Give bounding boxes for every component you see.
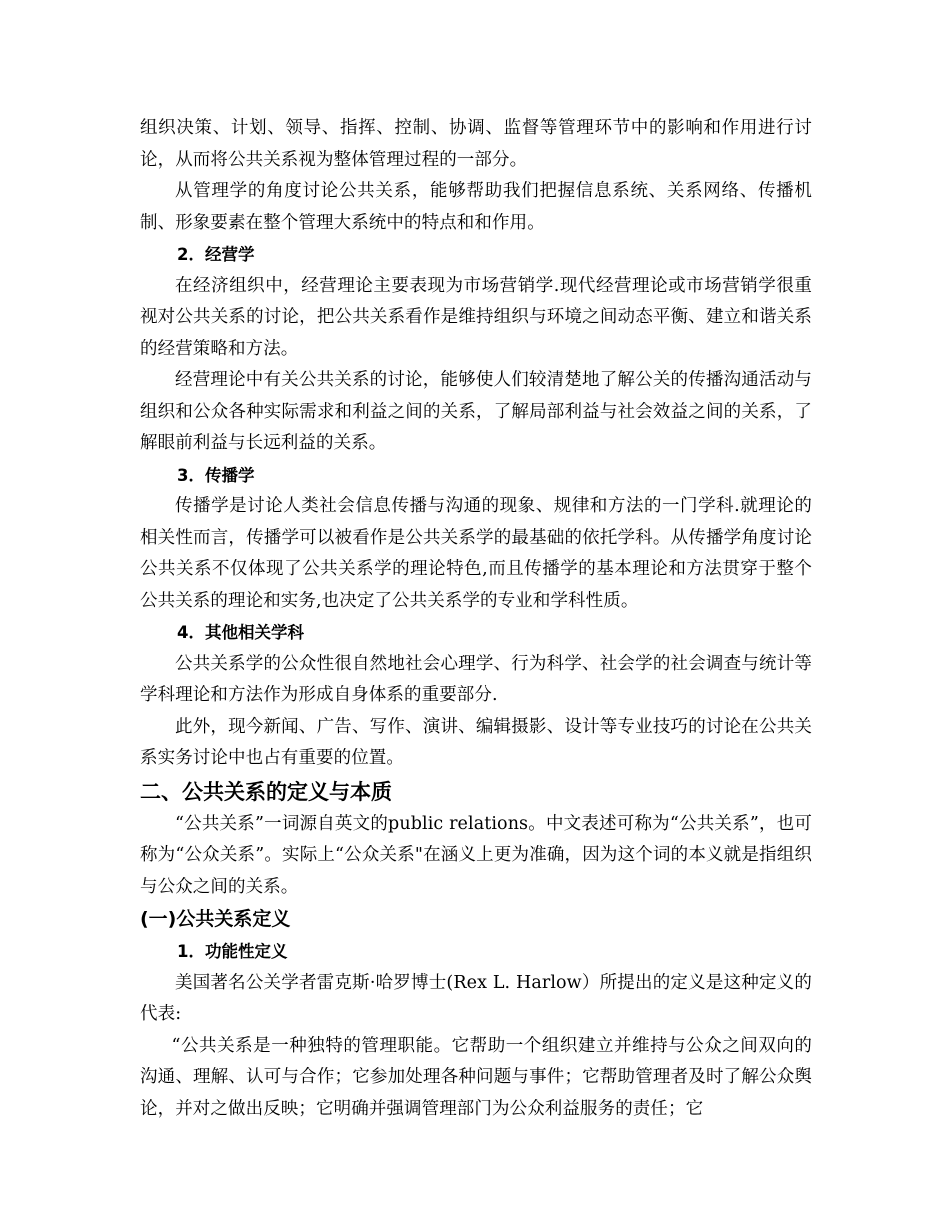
paragraph-other-disciplines: 公共关系学的公众性很自然地社会心理学、行为科学、社会学的社会调查与统计等学科理论和方法作为形成自身体系的重要部分.	[140, 653, 812, 705]
paragraph-communication: 传播学是讨论人类社会信息传播与沟通的现象、规律和方法的一门学科.就理论的相关性而言，传播学可以被看作是公共关系学的最基础的依托学科。从传播学角度讨论公共关系不仅体现了公共关系学的理论特色,而且传播学的基本理论和方法贯穿于整个公共关系的理论和实务,也决定了公共关系学的专业和学科性质。	[140, 496, 812, 611]
section-heading-definition: 二、公共关系的定义与本质	[140, 779, 392, 804]
paragraph-harlow-quote: “公共关系是一种独特的管理职能。它帮助一个组织建立并维持与公众之间双向的沟通、理解、认可与合作；它参加处理各种问题与事件；它帮助管理者及时了解公众舆论，并对之做出反映；它明确并强调管理部门为公众利益服务的责任；它	[140, 1035, 812, 1119]
section-subheading-definition: (一)公共关系定义	[140, 908, 291, 930]
paragraph-management-continued: 组织决策、计划、领导、指挥、控制、协调、监督等管理环节中的影响和作用进行讨论，从而将公共关系视为整体管理过程的一部分。	[140, 118, 812, 170]
paragraph-public-relations-term: “公共关系”一词源自英文的public relations。中文表述可称为“公共关系”，也可称为“公众关系”。实际上“公众关系"在涵义上更为准确，因为这个词的本义就是指组织与公众之间的关系。	[140, 813, 812, 897]
paragraph-harlow-intro: 美国著名公关学者雷克斯·哈罗博士(Rex L. Harlow）所提出的定义是这种定义的代表:	[140, 972, 812, 1024]
paragraph-professional-skills: 此外，现今新闻、广告、写作、演讲、编辑摄影、设计等专业技巧的讨论在公共关系实务讨论中也占有重要的位置。	[140, 716, 812, 768]
paragraph-management-perspective: 从管理学的角度讨论公共关系，能够帮助我们把握信息系统、关系网络、传播机制、形象要素在整个管理大系统中的特点和和作用。	[140, 181, 812, 233]
subheading-business: 2．经营学	[177, 245, 255, 264]
subheading-communication: 3．传播学	[177, 465, 255, 485]
subheading-other-disciplines: 4．其他相关学科	[177, 623, 304, 642]
subheading-functional-definition: 1．功能性定义	[177, 942, 288, 961]
document-page	[140, 113, 812, 1125]
paragraph-business-theory: 在经济组织中，经营理论主要表现为市场营销学.现代经营理论或市场营销学很重视对公共关系的讨论，把公共关系看作是维持组织与环境之间动态平衡、建立和谐关系的经营策略和方法。	[140, 275, 812, 359]
paragraph-business-relations: 经营理论中有关公共关系的讨论，能够使人们较清楚地了解公关的传播沟通活动与组织和公众各种实际需求和利益之间的关系，了解局部利益与社会效益之间的关系，了解眼前利益与长远利益的关系。	[140, 370, 812, 453]
